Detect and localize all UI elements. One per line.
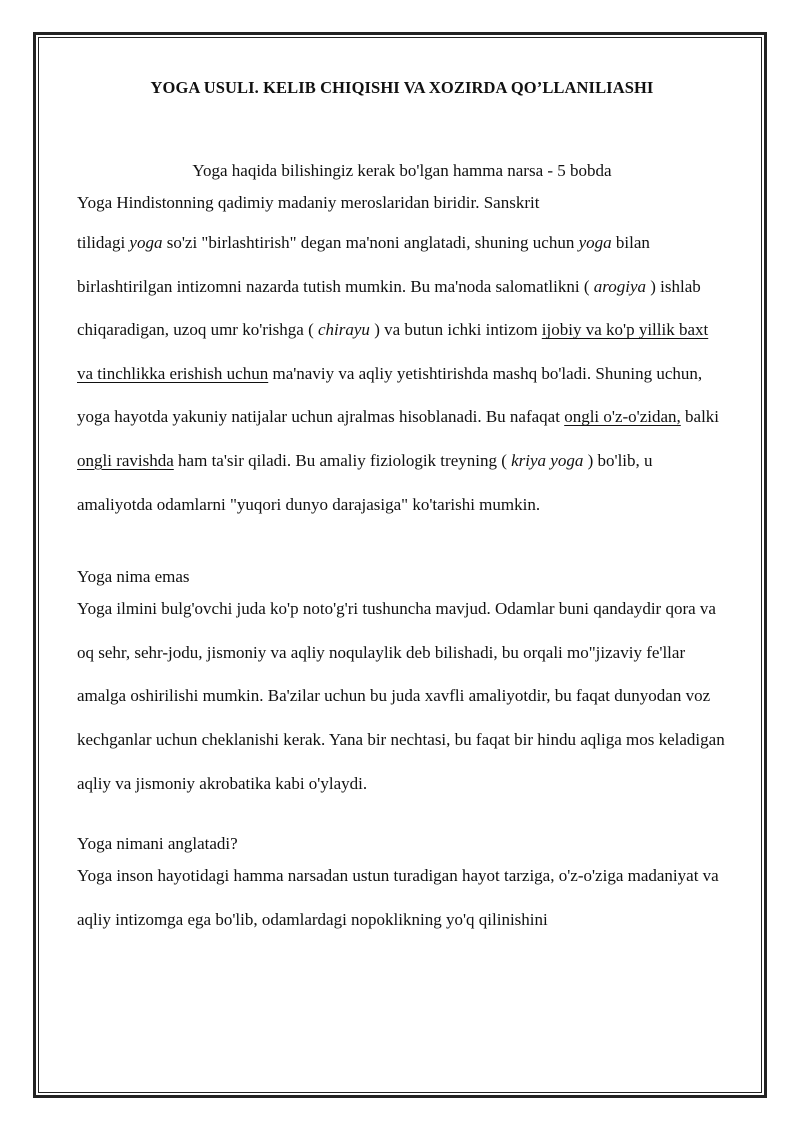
- paragraph-misconceptions: Yoga ilmini bulg'ovchi juda ko'p noto'g'ri tushuncha mavjud. Odamlar buni qandaydir qora va oq sehr, sehr-jodu, jismoniy va aqliy noqulaylik deb bilishadi, bu orqali mo"jizaviy fe'llar amalga oshirilishi mumkin. Ba'zilar uchun bu juda xavfli amaliyotdir, bu faqat dunyodan voz kechganlar uchun cheklanishi kerak. Yana bir nechtasi, bu faqat bir hindu aqliga mos keladigan aqliy va jismoniy akrobatika kabi o'ylaydi.: [77, 599, 725, 793]
- text-run: ) bo'lib, u amaliyotda odamlarni "yuqori dunyo darajasiga" ko'tarishi mumkin.: [77, 450, 653, 514]
- underlined-phrase: ongli ravishda: [77, 450, 174, 470]
- paragraph-intro: [77, 221, 727, 526]
- italic-term: yoga: [129, 233, 163, 252]
- paragraph-meaning: Yoga inson hayotidagi hamma narsadan ustun turadigan hayot tarziga, o'z-o'ziga madaniyat va aqliy intizomga ega bo'lib, odamlardagi nopoklikning yo'q qilinishini: [77, 866, 719, 929]
- document-subtitle: Yoga haqida bilishingiz kerak bo'lgan hamma narsa - 5 bobda: [192, 161, 612, 180]
- paragraph-intro-line: Yoga Hindistonning qadimiy madaniy meroslaridan biridir. Sanskrit: [77, 193, 540, 212]
- document-body: [77, 60, 727, 941]
- text-run: bilan birlashtirilgan intizomni nazarda tutish mumkin. Bu ma'noda salomatlikni (: [77, 233, 650, 296]
- text-run: ) va butun ichki intizom: [369, 320, 542, 340]
- italic-term: chirayu: [318, 320, 370, 340]
- text-run: tilidagi: [77, 233, 130, 252]
- italic-term: arogiya: [593, 276, 647, 296]
- section-heading: Yoga nimani anglatadi?: [77, 834, 238, 854]
- document-title: YOGA USULI. KELIB CHIQISHI VA XOZIRDA QO’LLANILIASHI: [150, 78, 654, 97]
- text-run: ham ta'sir qiladi. Bu amaliy fiziologik treyning (: [173, 450, 512, 470]
- italic-term: kriya yoga: [511, 450, 584, 470]
- text-run: ) ishlab chiqaradigan, uzoq umr ko'rishga (: [77, 276, 701, 340]
- text-run: so'zi "birlashtirish" degan ma'noni anglatadi, shuning uchun: [162, 233, 579, 252]
- italic-term: yoga: [578, 233, 612, 252]
- text-run: balki: [680, 407, 720, 427]
- section-heading: Yoga nima emas: [77, 567, 190, 587]
- underlined-phrase: ijobiy va ko'p yillik baxt va tinchlikka erishish uchun: [77, 320, 709, 383]
- underlined-phrase: ongli o'z-o'zidan,: [564, 407, 681, 427]
- text-run: ma'naviy va aqliy yetishtirishda mashq bo'ladi. Shuning uchun, yoga hayotda yakuniy natijalar uchun ajralmas hisoblanadi. Bu nafaqat: [77, 363, 703, 427]
